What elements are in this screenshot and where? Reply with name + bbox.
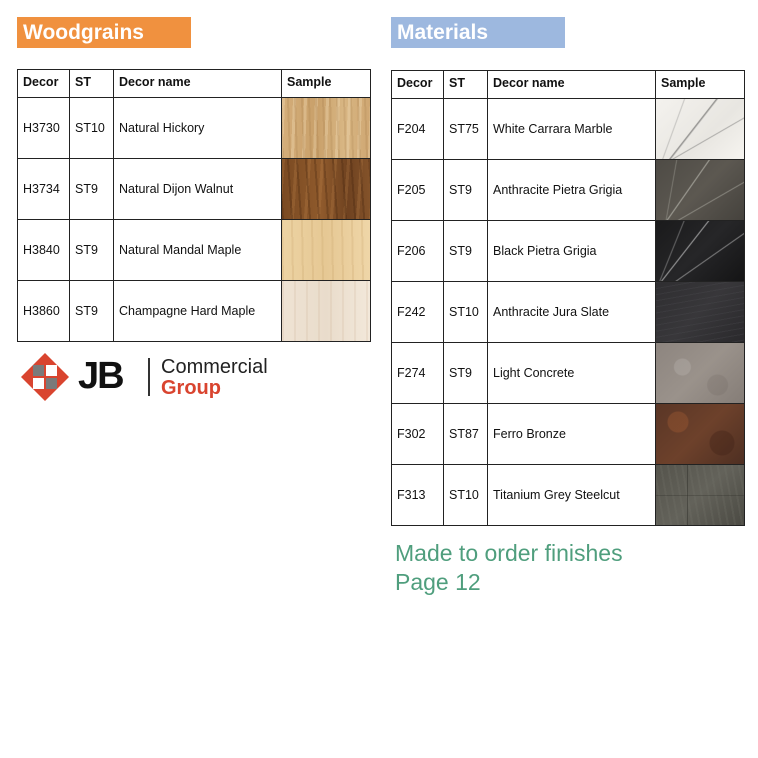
swatch-walnut <box>282 159 370 219</box>
caption-page-number: Page 12 <box>395 569 481 595</box>
decor-name-cell: Titanium Grey Steelcut <box>488 465 656 526</box>
column-header-decor: Decor <box>392 71 444 99</box>
table-row <box>18 220 371 281</box>
column-header-st: ST <box>444 71 488 99</box>
sample-cell <box>282 98 371 159</box>
decor-name-cell: Champagne Hard Maple <box>114 281 282 342</box>
decor-name-cell: Anthracite Jura Slate <box>488 282 656 343</box>
materials-table <box>391 70 745 526</box>
swatch-maple <box>282 220 370 280</box>
st-code-cell: ST10 <box>444 282 488 343</box>
decor-name-cell: Natural Mandal Maple <box>114 220 282 281</box>
decor-name-cell: Anthracite Pietra Grigia <box>488 160 656 221</box>
decor-name-cell: White Carrara Marble <box>488 99 656 160</box>
column-header-st: ST <box>70 70 114 98</box>
column-header-decor-name: Decor name <box>488 71 656 99</box>
decor-code-cell: F242 <box>392 282 444 343</box>
sample-cell <box>656 404 745 465</box>
st-code-cell: ST9 <box>70 159 114 220</box>
sample-cell <box>656 465 745 526</box>
decor-code-cell: F205 <box>392 160 444 221</box>
st-code-cell: ST10 <box>444 465 488 526</box>
swatch-hickory <box>282 98 370 158</box>
jb-commercial-group-logo <box>20 352 268 402</box>
st-code-cell: ST9 <box>70 281 114 342</box>
logo-commercial-text: Commercial <box>161 356 268 378</box>
table-row <box>392 99 745 160</box>
sample-cell <box>282 159 371 220</box>
table-row <box>392 404 745 465</box>
decor-code-cell: H3860 <box>18 281 70 342</box>
decor-name-cell: Natural Dijon Walnut <box>114 159 282 220</box>
sample-cell <box>656 343 745 404</box>
swatch-carrara <box>656 99 744 159</box>
swatch-steelcut <box>656 465 744 525</box>
decor-name-cell: Black Pietra Grigia <box>488 221 656 282</box>
caption-made-to-order: Made to order finishes <box>395 540 623 566</box>
decor-name-cell: Natural Hickory <box>114 98 282 159</box>
sample-cell <box>656 282 745 343</box>
sample-cell <box>282 220 371 281</box>
logo-jb-text: JB <box>78 355 123 397</box>
swatch-jura <box>656 282 744 342</box>
table-row <box>392 160 745 221</box>
sample-cell <box>656 99 745 160</box>
table-row <box>392 465 745 526</box>
table-row <box>18 98 371 159</box>
woodgrains-table <box>17 69 371 342</box>
decor-code-cell: F204 <box>392 99 444 160</box>
decor-code-cell: F313 <box>392 465 444 526</box>
table-row <box>392 282 745 343</box>
swatch-champagne <box>282 281 370 341</box>
decor-code-cell: H3840 <box>18 220 70 281</box>
swatch-anthra-pietra <box>656 160 744 220</box>
decor-code-cell: F302 <box>392 404 444 465</box>
st-code-cell: ST9 <box>70 220 114 281</box>
st-code-cell: ST10 <box>70 98 114 159</box>
woodgrains-title: Woodgrains <box>17 17 191 48</box>
st-code-cell: ST9 <box>444 160 488 221</box>
table-row <box>18 281 371 342</box>
logo-group-text: Group <box>161 377 221 399</box>
table-header-row <box>18 70 371 98</box>
materials-title: Materials <box>391 17 565 48</box>
table-row <box>392 343 745 404</box>
swatch-concrete <box>656 343 744 403</box>
column-header-decor: Decor <box>18 70 70 98</box>
st-code-cell: ST87 <box>444 404 488 465</box>
decor-code-cell: H3730 <box>18 98 70 159</box>
column-header-sample: Sample <box>282 70 371 98</box>
table-row <box>392 221 745 282</box>
decor-name-cell: Ferro Bronze <box>488 404 656 465</box>
st-code-cell: ST9 <box>444 343 488 404</box>
decor-code-cell: F206 <box>392 221 444 282</box>
decor-name-cell: Light Concrete <box>488 343 656 404</box>
jb-diamond-logo-icon <box>20 352 70 402</box>
column-header-decor-name: Decor name <box>114 70 282 98</box>
swatch-bronze <box>656 404 744 464</box>
table-header-row <box>392 71 745 99</box>
sample-cell <box>656 160 745 221</box>
logo-divider <box>148 358 150 396</box>
sample-cell <box>282 281 371 342</box>
table-row <box>18 159 371 220</box>
sample-cell <box>656 221 745 282</box>
st-code-cell: ST75 <box>444 99 488 160</box>
column-header-sample: Sample <box>656 71 745 99</box>
decor-code-cell: H3734 <box>18 159 70 220</box>
swatch-black-pietra <box>656 221 744 281</box>
decor-code-cell: F274 <box>392 343 444 404</box>
st-code-cell: ST9 <box>444 221 488 282</box>
